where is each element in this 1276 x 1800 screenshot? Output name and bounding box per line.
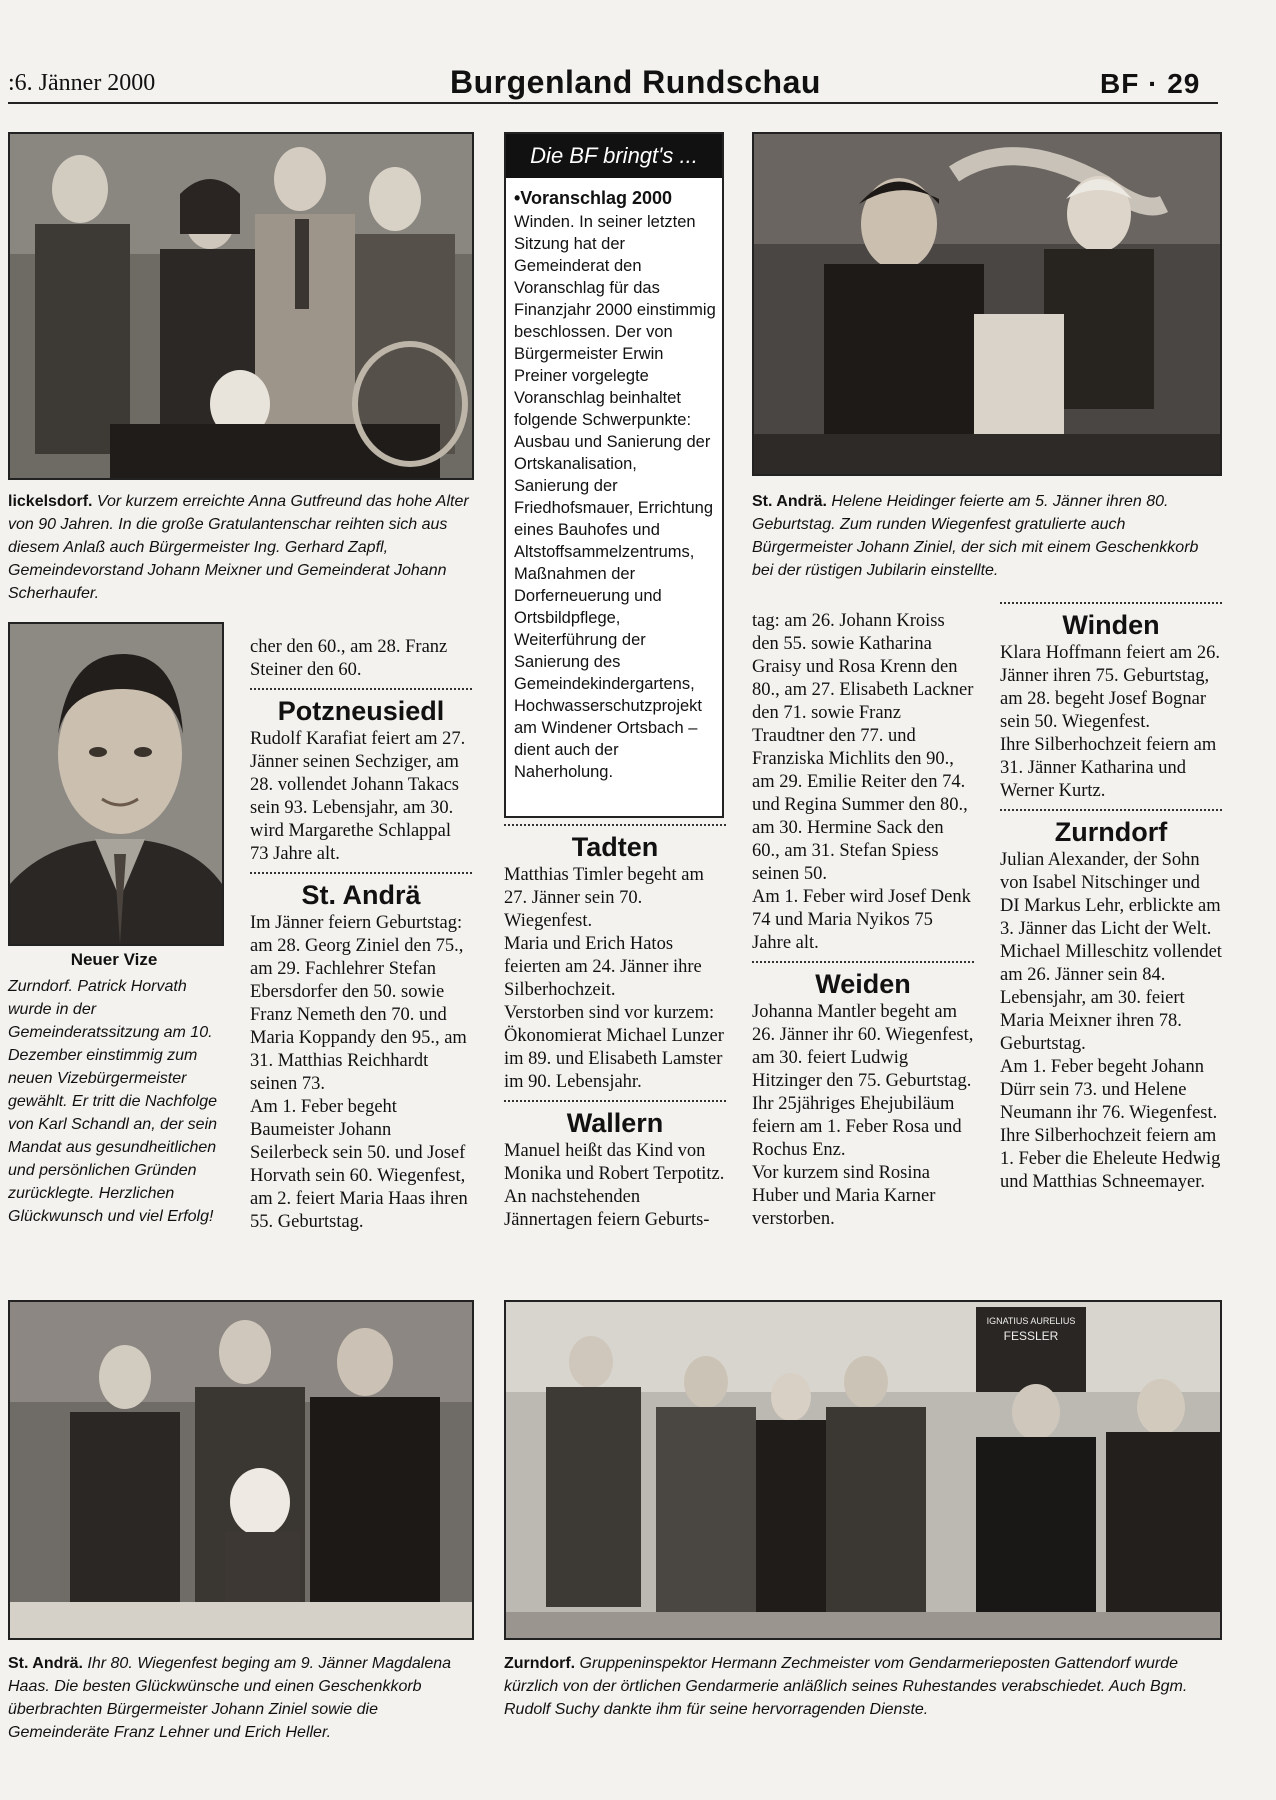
text-paragraph: Johanna Mantler begeht am 26. Jänner ihr 60. Wiegenfest, am 30. feiert Ludwig Hitzinger den 75. Geburtstag. <box>752 1002 974 1091</box>
text-paragraph: Maria und Erich Hatos feierten am 24. Jänner ihre Silberhochzeit. <box>504 934 702 1000</box>
heading-weiden: Weiden <box>815 969 911 999</box>
caption-place: lickelsdorf. <box>8 493 93 510</box>
divider <box>504 1100 726 1102</box>
photo-zechmeister <box>504 1300 1222 1640</box>
text-paragraph: Am 1. Feber begeht Baumeister Johann Seilerbeck sein 50. und Josef Horvath sein 60. Wiegenfest, am 2. feiert Maria Haas ihren 55. Geburtstag. <box>250 1097 468 1232</box>
column-4 <box>1000 598 1222 1194</box>
text-paragraph: cher den 60., am 28. Franz Steiner den 60. <box>250 637 448 680</box>
text-paragraph: Am 1. Feber wird Josef Denk 74 und Maria Nyikos 75 Jahre alt. <box>752 887 971 953</box>
caption-haas <box>8 1652 470 1744</box>
heading-winden: Winden <box>1062 610 1160 640</box>
issue-date: :6. Jänner 2000 <box>8 70 156 96</box>
divider <box>752 961 974 963</box>
vize-text: Zurndorf. Patrick Horvath wurde in der Gemeinderatssitzung am 10. Dezember einstimmig zum neuen Vizebürgermeister gewählt. Er tritt die Nachfolge von Karl Schandl an, der sein Mandat aus gesundheitlichen und persönlichen Gründen zurücklegte. Herzlichen Glückwunsch und viel Erfolg! <box>8 978 218 1225</box>
column-1 <box>250 636 472 1234</box>
newspaper-title: Burgenland Rundschau <box>450 64 821 100</box>
caption-place: St. Andrä. <box>8 1655 83 1672</box>
text-paragraph: tag: am 26. Johann Kroiss den 55. sowie Katharina Graisy und Rosa Krenn den 80., am 27. Elisabeth Lackner den 71. sowie Franz Traudtner den 77. und Franziska Michlits den 90., am 29. Emilie Reiter den 74. und Regina Summer den 80., am 30. Hermine Sack den 60., am 31. Stefan Spiess seinen 50. <box>752 611 974 884</box>
photo-gutfreund-group <box>8 132 474 480</box>
divider <box>250 872 472 874</box>
vize-heading: Neuer Vize <box>70 950 158 969</box>
text-paragraph: Ihre Silberhochzeit feiern am 1. Feber die Eheleute Hedwig und Matthias Schneemayer. <box>1000 1126 1221 1192</box>
caption-zechmeister <box>504 1652 1218 1721</box>
column-3 <box>752 598 974 1231</box>
text-paragraph: Vor kurzem sind Rosina Huber und Maria Karner verstorben. <box>752 1163 936 1229</box>
text-paragraph: Matthias Timler begeht am 27. Jänner sein 70. Wiegenfest. <box>504 865 704 931</box>
box-text: Winden. In seiner letzten Sitzung hat der Gemeinderat den Voranschlag für das Finanzjahr 2000 einstimmig beschlossen. Der von Bürgermeister Erwin Preiner vorgelegte Voranschlag beinhaltet folgende Schwerpunkte: Ausbau und Sanierung der Ortskanalisation, Sanierung der Friedhofsmauer, Errichtung eines Bauhofes und Altstoffsammelzentrums, Maßnahmen der Dorferneuerung und Ortsbildpflege, Weiterführung der Sanierung des Gemeindekindergartens, Hochwasserschutzprojekt am Windener Ortsbach – dient auch der Naherholung. <box>514 213 716 781</box>
plaque-line2: FESSLER <box>1003 1329 1059 1343</box>
text-paragraph: Klara Hoffmann feiert am 26. Jänner ihren 75. Geburtstag, am 28. begeht Josef Bognar sein 50. Wiegenfest. <box>1000 643 1221 732</box>
box-subtitle: •Voranschlag 2000 <box>514 188 673 208</box>
divider <box>250 688 472 690</box>
caption-text: Vor kurzem erreichte Anna Gutfreund das hohe Alter von 90 Jahren. In die große Gratulantenschar reihten sich aus diesem Anlaß auch Bürgermeister Ing. Gerhard Zapfl, Gemeindevorstand Johann Meixner und Gemeinderat Johann Scherhaufer. <box>8 493 469 602</box>
caption-text: Gruppeninspektor Hermann Zechmeister vom Gendarmerieposten Gattendorf wurde kürzlich von der örtlichen Gendarmerie anläßlich seines Ruhestandes verabschiedet. Auch Bgm. Rudolf Suchy dankte ihm für seine hervorragenden Dienste. <box>504 1655 1188 1718</box>
header-rule <box>8 102 1218 104</box>
caption-gutfreund <box>8 490 470 605</box>
caption-place: St. Andrä. <box>752 493 827 510</box>
column-2 <box>504 824 726 1232</box>
text-paragraph: Manuel heißt das Kind von Monika und Robert Terpotitz. <box>504 1141 725 1184</box>
text-paragraph: Verstorben sind vor kurzem: Ökonomierat Michael Lunzer im 89. und Elisabeth Lamster im 90. Lebensjahr. <box>504 1003 724 1092</box>
text-paragraph: Ihr 25jähriges Ehejubiläum feiern am 1. Feber Rosa und Rochus Enz. <box>752 1094 962 1160</box>
heading-st-andrae: St. Andrä <box>301 880 421 910</box>
text-paragraph: An nachstehenden Jännertagen feiern Geburts- <box>504 1187 710 1230</box>
caption-heidinger <box>752 490 1218 582</box>
text-paragraph: Im Jänner feiern Geburtstag: am 28. Georg Ziniel den 75., am 29. Fachlehrer Stefan Ebersdorfer den 50. sowie Franz Nemeth den 70. und Maria Koppandy den 95., am 31. Matthias Reichhardt seinen 73. <box>250 913 467 1094</box>
caption-place: Zurndorf. <box>504 1655 576 1672</box>
divider <box>1000 809 1222 811</box>
photo-heidinger <box>752 132 1222 476</box>
page-number: BF · 29 <box>1100 68 1201 99</box>
text-paragraph: Ihre Silberhochzeit feiern am 31. Jänner Katharina und Werner Kurtz. <box>1000 735 1217 801</box>
photo-patrick-horvath <box>8 622 224 946</box>
heading-zurndorf: Zurndorf <box>1054 817 1168 847</box>
heading-tadten: Tadten <box>571 832 659 862</box>
photo-haas <box>8 1300 474 1640</box>
text-paragraph: Rudolf Karafiat feiert am 27. Jänner seinen Sechziger, am 28. vollendet Johann Takacs sein 93. Lebensjahr, am 30. wird Margarethe Schlappal 73 Jahre alt. <box>250 729 466 864</box>
text-paragraph: Julian Alexander, der Sohn von Isabel Nitschinger und DI Markus Lehr, erblickte am 3. Jänner das Licht der Welt. <box>1000 850 1221 939</box>
plaque-line1: IGNATIUS AURELIUS <box>986 1316 1076 1326</box>
caption-text: Helene Heidinger feierte am 5. Jänner ihren 80. Geburtstag. Zum runden Wiegenfest gratulierte auch Bürgermeister Johann Ziniel, der sich mit einem Geschenkkorb bei der rüstigen Jubilarin einstellte. <box>752 493 1199 579</box>
divider <box>1000 602 1222 604</box>
heading-wallern: Wallern <box>566 1108 664 1138</box>
text-paragraph: Am 1. Feber begeht Johann Dürr sein 73. und Helene Neumann ihr 76. Wiegenfest. <box>1000 1057 1218 1123</box>
text-paragraph: Michael Milleschitz vollendet am 26. Jänner sein 84. Lebensjahr, am 30. feiert Maria Meixner ihren 78. Geburtstag. <box>1000 942 1222 1054</box>
box-title: Die BF bringt's ... <box>506 134 722 178</box>
heading-potzneusiedl: Potzneusiedl <box>277 696 445 726</box>
info-box-voranschlag <box>504 132 724 818</box>
caption-text: Ihr 80. Wiegenfest beging am 9. Jänner Magdalena Haas. Die besten Glückwünsche und einen Geschenkkorb überbrachten Bürgermeister Johann Ziniel sowie die Gemeinderäte Franz Lehner und Erich Heller. <box>8 1655 452 1741</box>
divider <box>504 824 726 826</box>
